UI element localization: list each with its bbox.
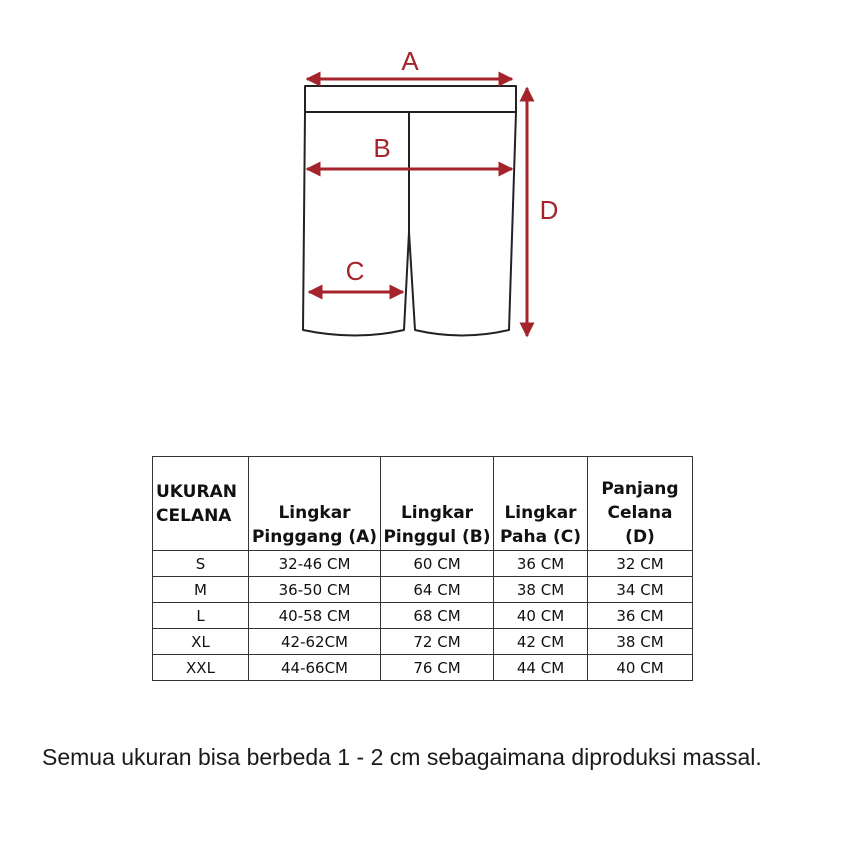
cell-waist: 42-62CM bbox=[249, 629, 381, 655]
label-b: B bbox=[373, 133, 391, 163]
cell-length: 34 CM bbox=[588, 577, 693, 603]
header-thigh-line: Lingkar bbox=[504, 503, 577, 523]
cell-thigh: 42 CM bbox=[494, 629, 588, 655]
header-length-line: (D) bbox=[625, 527, 655, 547]
header-length-line: Celana bbox=[607, 503, 673, 523]
cell-thigh: 36 CM bbox=[494, 551, 588, 577]
cell-length: 32 CM bbox=[588, 551, 693, 577]
cell-length: 38 CM bbox=[588, 629, 693, 655]
size-disclaimer-note: Semua ukuran bisa berbeda 1 - 2 cm sebagaimana diproduksi massal. bbox=[42, 744, 762, 770]
measurement-arrows bbox=[307, 79, 527, 336]
header-length bbox=[588, 457, 693, 551]
shorts-outline bbox=[303, 86, 516, 336]
header-thigh-line: Paha (C) bbox=[500, 527, 581, 547]
cell-size: S bbox=[153, 551, 249, 577]
table-header-row bbox=[153, 457, 693, 551]
cell-thigh: 38 CM bbox=[494, 577, 588, 603]
cell-thigh: 40 CM bbox=[494, 603, 588, 629]
cell-size: M bbox=[153, 577, 249, 603]
header-length-line: Panjang bbox=[601, 479, 679, 499]
shorts-measurement-diagram bbox=[0, 0, 843, 420]
cell-size: XXL bbox=[153, 655, 249, 681]
cell-hip: 76 CM bbox=[381, 655, 494, 681]
label-d: D bbox=[539, 195, 559, 225]
cell-hip: 60 CM bbox=[381, 551, 494, 577]
cell-waist: 36-50 CM bbox=[249, 577, 381, 603]
header-size-line: CELANA bbox=[156, 505, 232, 526]
cell-length: 36 CM bbox=[588, 603, 693, 629]
table-row bbox=[153, 603, 693, 629]
header-size bbox=[153, 457, 249, 551]
waistband bbox=[305, 86, 516, 112]
cell-waist: 44-66CM bbox=[249, 655, 381, 681]
cell-hip: 72 CM bbox=[381, 629, 494, 655]
cell-thigh: 44 CM bbox=[494, 655, 588, 681]
cell-waist: 40-58 CM bbox=[249, 603, 381, 629]
cell-waist: 32-46 CM bbox=[249, 551, 381, 577]
label-a: A bbox=[401, 46, 419, 76]
size-chart-table bbox=[152, 456, 693, 681]
table-row bbox=[153, 577, 693, 603]
header-waist bbox=[249, 457, 381, 551]
label-c: C bbox=[345, 256, 365, 286]
cell-hip: 68 CM bbox=[381, 603, 494, 629]
header-hip-line: Pinggul (B) bbox=[383, 527, 491, 547]
header-waist-line: Lingkar bbox=[278, 503, 351, 523]
table-row bbox=[153, 551, 693, 577]
cell-size: XL bbox=[153, 629, 249, 655]
cell-length: 40 CM bbox=[588, 655, 693, 681]
header-size-line: UKURAN bbox=[156, 481, 237, 502]
cell-size: L bbox=[153, 603, 249, 629]
header-hip-line: Lingkar bbox=[400, 503, 474, 523]
header-thigh bbox=[494, 457, 588, 551]
header-waist-line: Pinggang (A) bbox=[251, 527, 378, 547]
cell-hip: 64 CM bbox=[381, 577, 494, 603]
table-row bbox=[153, 629, 693, 655]
table-row bbox=[153, 655, 693, 681]
header-hip bbox=[381, 457, 494, 551]
